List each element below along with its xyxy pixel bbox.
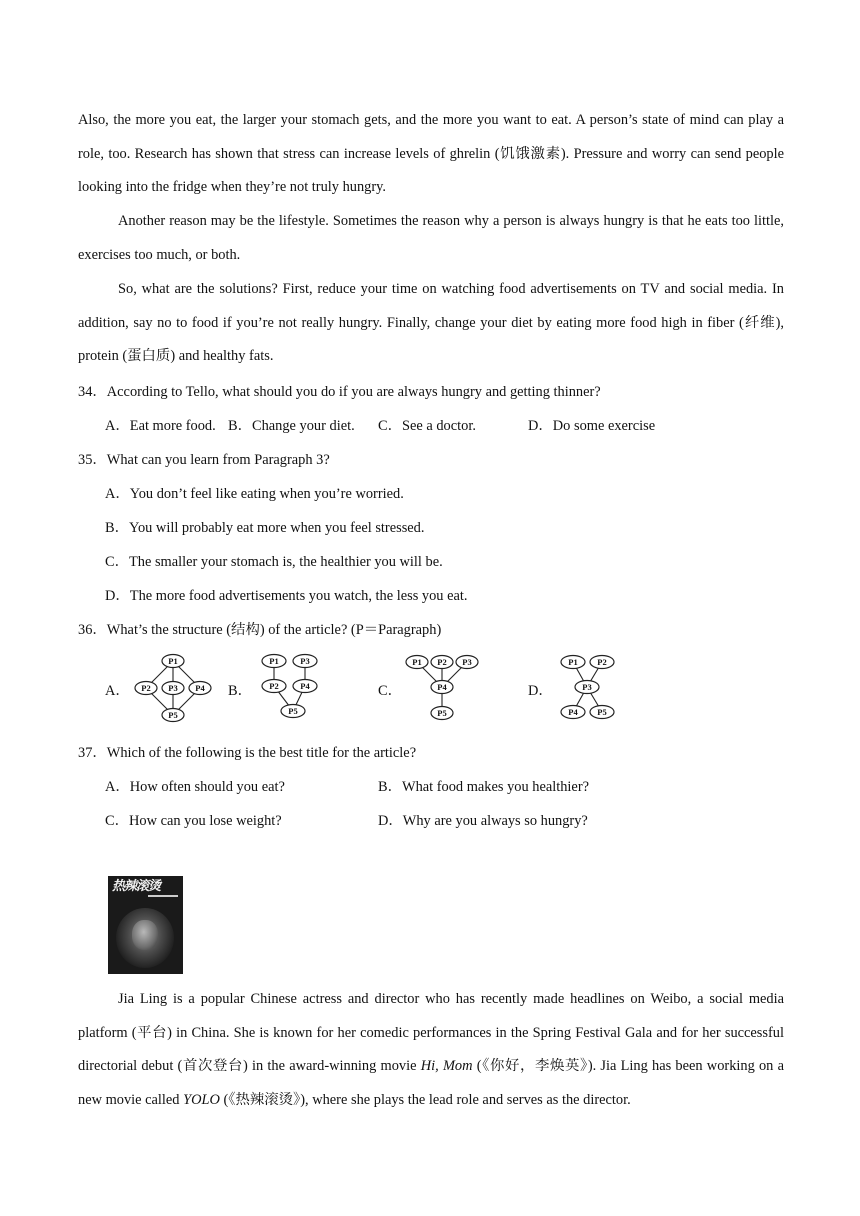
question-36-option-d[interactable]: D．	[528, 683, 553, 699]
question-34-stem: 34．According to Tello, what should you do if you are always hungry and getting thinner?	[78, 384, 601, 400]
question-37-option-c[interactable]: C．How can you lose weight?	[105, 813, 282, 829]
node-p3-label: P3	[168, 683, 178, 693]
movie-title-yolo: YOLO	[183, 1091, 220, 1108]
question-34-option-a[interactable]: A．Eat more food.	[105, 418, 216, 434]
node-p5-label: P5	[168, 710, 178, 720]
node-p2-label: P2	[141, 683, 151, 693]
question-34-option-b[interactable]: B．Change your diet.	[228, 418, 355, 434]
node-p1-label: P1	[412, 657, 422, 667]
question-37-option-d[interactable]: D．Why are you always so hungry?	[378, 813, 588, 829]
node-p5-label: P5	[288, 706, 298, 716]
question-36-stem: 36．What’s the structure (结构) of the article? (P＝Paragraph)	[78, 622, 442, 638]
question-37-stem: 37．Which of the following is the best title for the article?	[78, 745, 417, 761]
structure-diagram-b	[255, 652, 335, 724]
question-35-stem: 35．What can you learn from Paragraph 3?	[78, 452, 330, 468]
paragraph-solutions: So, what are the solutions? First, reduce your time on watching food advertisements on TV and social media. In addition, say no to food if you’re not really hungry. Finally, change your diet by eating more food high in fiber (纤维), protein (蛋白质) and healthy fats.	[78, 281, 784, 365]
node-p3-label: P3	[582, 682, 592, 692]
movie-poster-image	[108, 876, 183, 974]
node-p2-label: P2	[597, 657, 607, 667]
question-37-option-b[interactable]: B．What food makes you healthier?	[378, 779, 589, 795]
question-34-option-d[interactable]: D．Do some exercise	[528, 418, 656, 434]
question-35-option-b[interactable]: B．You will probably eat more when you feel stressed.	[105, 520, 425, 536]
node-p2-label: P2	[269, 681, 279, 691]
node-p1-label: P1	[168, 656, 178, 666]
question-36-option-c[interactable]: C．	[378, 683, 402, 699]
question-35-option-c[interactable]: C．The smaller your stomach is, the healthier you will be.	[105, 554, 443, 570]
node-p4-label: P4	[300, 681, 310, 691]
paragraph-lifestyle: Another reason may be the lifestyle. Sometimes the reason why a person is always hungry is that he eats too little, exercises too much, or both.	[78, 213, 784, 263]
node-p5-label: P5	[437, 708, 447, 718]
node-p2-label: P2	[437, 657, 447, 667]
question-36-option-b[interactable]: B．	[228, 683, 252, 699]
question-37-option-a[interactable]: A．How often should you eat?	[105, 779, 285, 795]
structure-diagram-a	[130, 652, 220, 724]
paragraph-stomach-stress: Also, the more you eat, the larger your stomach gets, and the more you want to eat. A person’s state of mind can play a role, too. Research has shown that stress can increase levels of ghrelin (饥饿激素). Pressure and worry can send people looking into the fridge when they’re not truly hungry.	[78, 112, 784, 196]
node-p1-label: P1	[568, 657, 578, 667]
jia-ling-text-2: (《你好，李焕英》). Jia Ling has been working on a new movie called	[78, 1058, 784, 1108]
question-35-option-a[interactable]: A．You don’t feel like eating when you’re worried.	[105, 486, 404, 502]
paragraph-jia-ling	[78, 983, 784, 1117]
node-p5-label: P5	[597, 707, 607, 717]
poster-subtitle-line	[148, 895, 178, 897]
node-p4-label: P4	[437, 682, 447, 692]
jia-ling-text-3: (《热辣滚烫》), where she plays the lead role and serves as the director.	[219, 1091, 631, 1108]
question-35-option-d[interactable]: D．The more food advertisements you watch, the less you eat.	[105, 588, 468, 604]
structure-diagram-c	[402, 652, 484, 724]
node-p4-label: P4	[568, 707, 578, 717]
question-36-option-a[interactable]: A．	[105, 683, 130, 699]
node-p1-label: P1	[269, 656, 279, 666]
structure-diagram-d	[555, 652, 627, 724]
node-p3-label: P3	[462, 657, 472, 667]
poster-title-lettering: 热辣滚烫	[112, 879, 161, 894]
node-p3-label: P3	[300, 656, 310, 666]
question-34-option-c[interactable]: C．See a doctor.	[378, 418, 476, 434]
node-p4-label: P4	[195, 683, 205, 693]
poster-portrait	[132, 920, 158, 950]
movie-title-hi-mom: Hi, Mom	[420, 1058, 473, 1075]
jia-ling-text-1: Jia Ling is a popular Chinese actress and director who has recently made headlines on Weibo, a social media platform (平台) in China. She is known for her comedic performances in the Spring Festival Gala and for her successful directorial debut (首次登台) in the award-winning movie	[78, 991, 784, 1075]
